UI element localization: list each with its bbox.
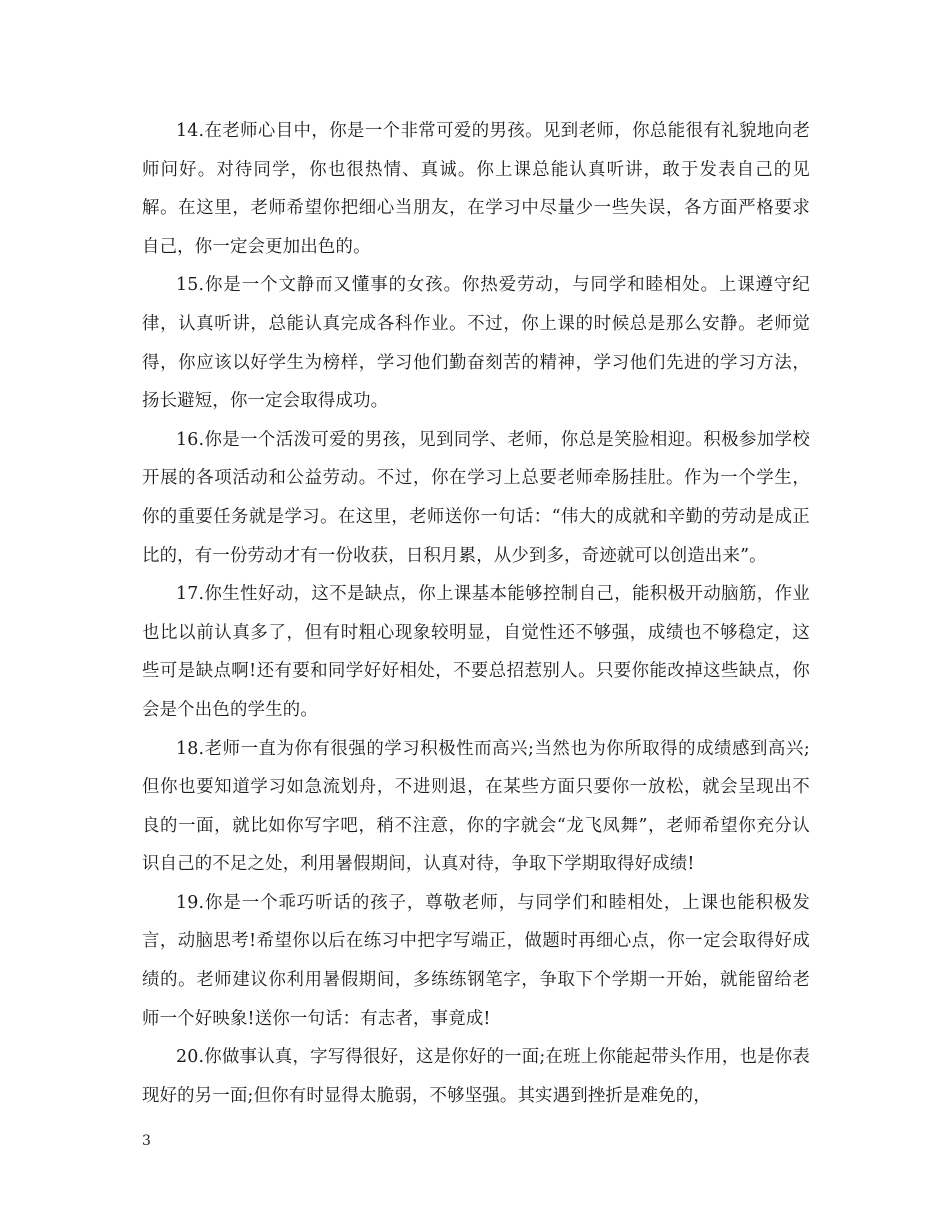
paragraph-17: 17.你生性好动，这不是缺点，你上课基本能够控制自己，能积极开动脑筋，作业也比以前认真多了，但有时粗心现象较明显，自觉性还不够强，成绩也不够稳定，这些可是缺点啊!还有要和同学好好相处，不要总招惹别人。只要你能改掉这些缺点，你会是个出色的学生的。 xyxy=(142,584,810,720)
paragraph-19: 19.你是一个乖巧听话的孩子，尊敬老师，与同学们和睦相处，上课也能积极发言，动脑思考!希望你以后在练习中把字写端正，做题时再细心点，你一定会取得好成绩的。老师建议你利用暑假期间，多练练钢笔字，争取下个学期一开始，就能留给老师一个好映象!送你一句话：有志者，事竟成! xyxy=(142,892,810,1029)
paragraph-15: 15.你是一个文静而又懂事的女孩。你热爱劳动，与同学和睦相处。上课遵守纪律，认真听讲，总能认真完成各科作业。不过，你上课的时候总是那么安静。老师觉得，你应该以好学生为榜样，学习他们勤奋刻苦的精神，学习他们先进的学习方法，扬长避短，你一定会取得成功。 xyxy=(142,275,810,412)
document-body xyxy=(142,112,810,1115)
paragraph-18: 18.老师一直为你有很强的学习积极性而高兴;当然也为你所取得的成绩感到高兴;但你也要知道学习如急流划舟，不进则退，在某些方面只要你一放松，就会呈现出不良的一面，就比如你写字吧，稍不注意，你的字就会“龙飞凤舞”，老师希望你充分认识自己的不足之处，利用暑假期间，认真对待，争取下学期取得好成绩! xyxy=(142,738,810,875)
paragraph-20: 20.你做事认真，字写得很好，这是你好的一面;在班上你能起带头作用，也是你表现好的另一面;但你有时显得太脆弱，不够坚强。其实遇到挫折是难免的， xyxy=(142,1047,810,1106)
paragraph-14: 14.在老师心目中，你是一个非常可爱的男孩。见到老师，你总能很有礼貌地向老师问好。对待同学，你也很热情、真诚。你上课总能认真听讲，敢于发表自己的见解。在这里，老师希望你把细心当朋友，在学习中尽量少一些失误，各方面严格要求自己，你一定会更加出色的。 xyxy=(142,121,810,257)
paragraph-16: 16.你是一个活泼可爱的男孩，见到同学、老师，你总是笑脸相迎。积极参加学校开展的各项活动和公益劳动。不过，你在学习上总要老师牵肠挂肚。作为一个学生，你的重要任务就是学习。在这里，老师送你一句话：“伟大的成就和辛勤的劳动是成正比的，有一份劳动才有一份收获，日积月累，从少到多，奇迹就可以创造出来”。 xyxy=(142,429,810,566)
page-number: 3 xyxy=(142,1133,151,1149)
